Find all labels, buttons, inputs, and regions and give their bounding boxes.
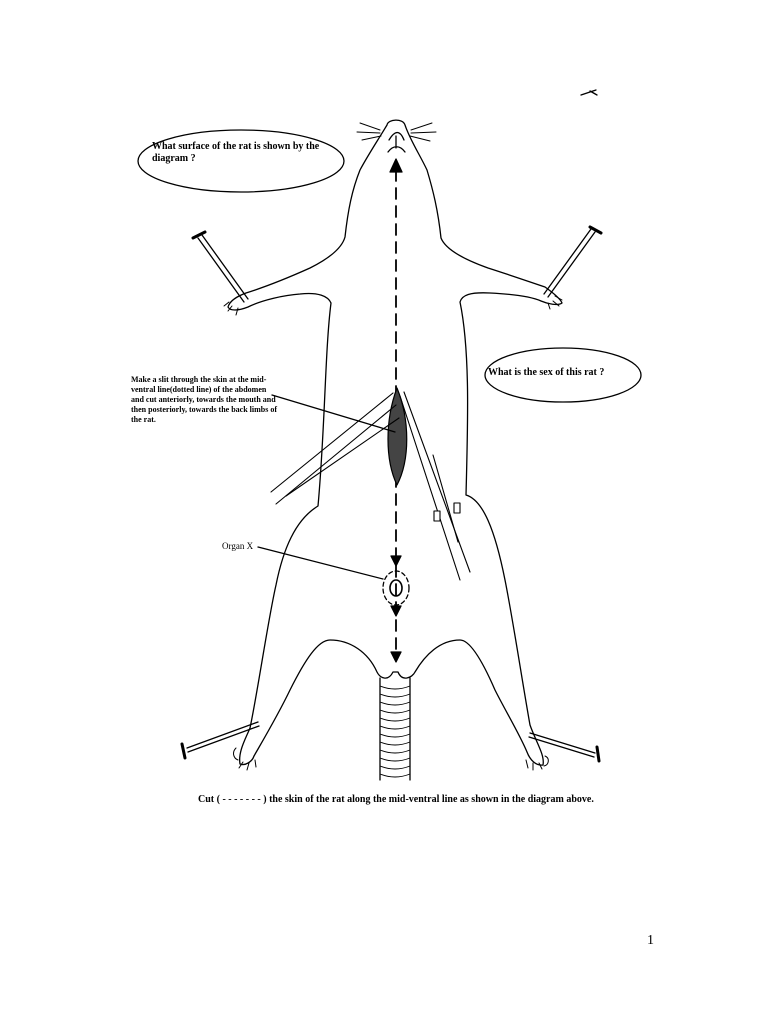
organ-x-pointer-line — [258, 547, 383, 579]
arrow-head-anterior — [390, 159, 402, 172]
pin-left-front — [193, 232, 248, 302]
page-number: 1 — [647, 933, 654, 948]
tail-rings — [380, 686, 410, 777]
stray-mark — [581, 90, 597, 95]
arrow-head-posterior-3 — [391, 652, 401, 662]
organ-x-label: Organ X — [222, 541, 254, 551]
hind-paws — [234, 748, 549, 770]
pin-right-front — [544, 227, 601, 297]
instruction-pointer-line — [272, 395, 395, 432]
snout — [388, 133, 405, 153]
instruction-text: Make a slit through the skin at the mid-ventral line(dotted line) of the abdomen and cut anteriorly, towards the mouth and then posteriorly, towards the back limbs of the rat. — [131, 375, 277, 424]
incision-slit — [388, 388, 407, 485]
arrow-head-posterior-1 — [391, 556, 401, 566]
scissors — [271, 392, 470, 580]
question-surface: What surface of the rat is shown by the diagram ? — [152, 141, 320, 164]
question-sex: What is the sex of this rat ? — [488, 367, 605, 378]
arrow-head-posterior-2 — [391, 606, 401, 616]
front-paws — [224, 296, 562, 315]
pin-left-hind — [182, 722, 259, 758]
cut-caption: Cut ( - - - - - - - ) the skin of the rat along the mid-ventral line as shown in the diagram above. — [198, 794, 594, 805]
